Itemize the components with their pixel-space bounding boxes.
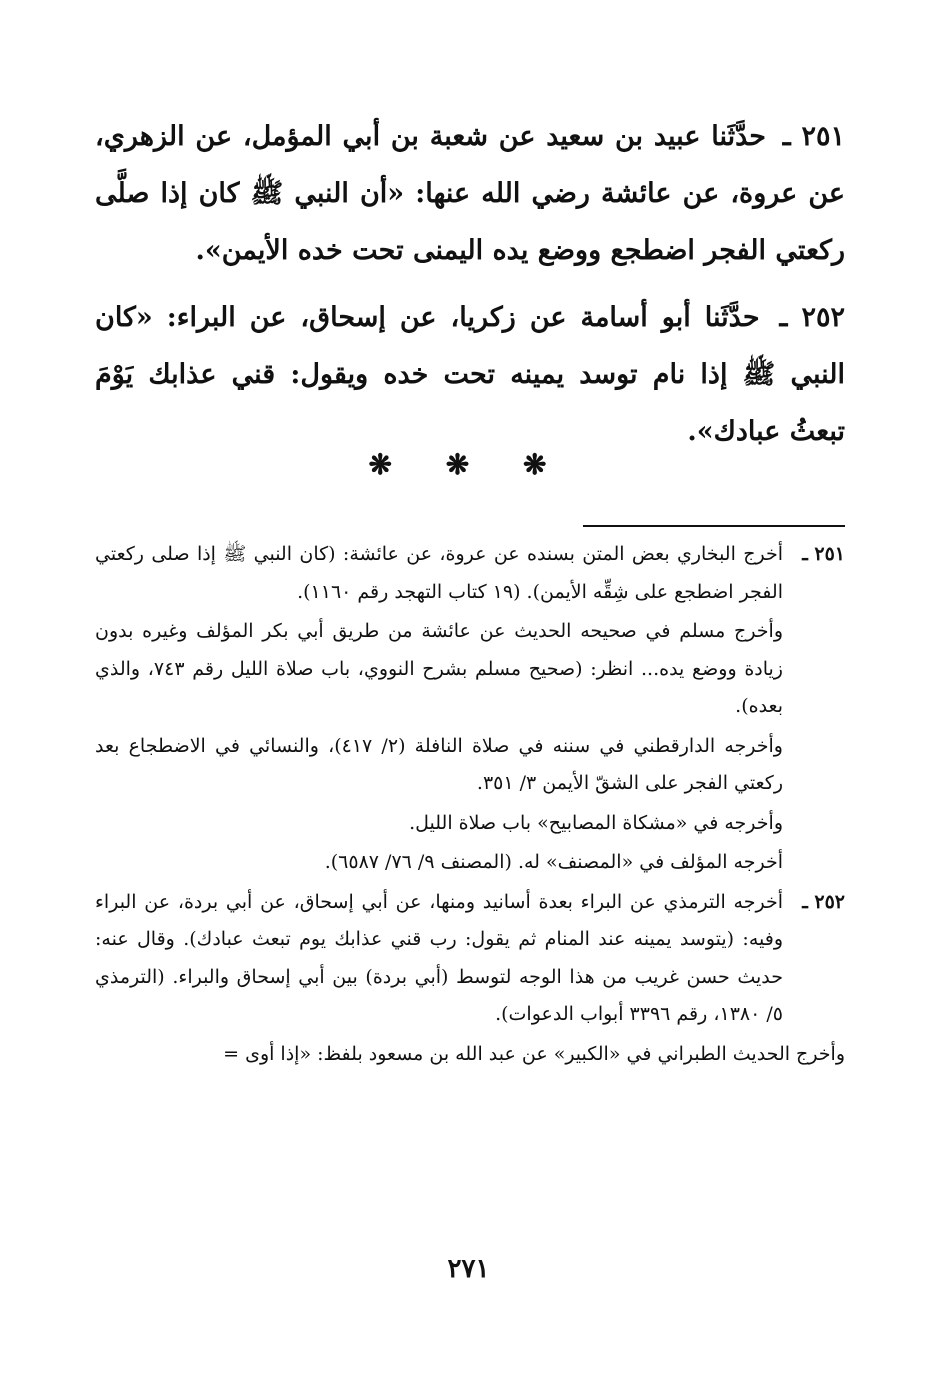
footnote-paragraph: وأخرجه الدارقطني في سننه في صلاة النافلة (٢/ ٤١٧)، والنسائي في الاضطجاع بعد ركعتي الفجر على الشقّ الأيمن ٣/ ٣٥١. (95, 734, 783, 794)
footnote-251 (95, 536, 845, 884)
section-separator: ❋ ❋ ❋ (368, 448, 569, 481)
hadith-text: حدَّثَنا أبو أسامة عن زكريا، عن إسحاق، عن البراء: «كان النبي ﷺ إذا نام توسد يمينه تحت خده ويقول: قني عذابك يَوْمَ تبعثُ عبادك». (95, 302, 845, 447)
hadith-number: ٢٥٢ ـ (779, 302, 845, 333)
hadith-252 (95, 289, 845, 460)
footnote-body (95, 884, 783, 1036)
hadith-text: حدَّثَنا عبيد بن سعيد عن شعبة بن أبي المؤمل، عن الزهري، عن عروة، عن عائشة رضي الله عنها: «أن النبي ﷺ كان إذا صلَّى ركعتي الفجر اضطجع ووضع يده اليمنى تحت خده الأيمن». (95, 121, 845, 266)
footnote-paragraph: أخرجه المؤلف في «المصنف» له. (المصنف ٩/ ٧٦/ ٦٥٨٧). (324, 851, 783, 873)
main-text (95, 108, 845, 470)
hadith-number: ٢٥١ ـ (782, 121, 845, 152)
page-number: ٢٧١ (447, 1254, 490, 1284)
footnote-rule (583, 525, 845, 527)
footnote-continuation: وأخرج الحديث الطبراني في «الكبير» عن عبد الله بن مسعود بلفظ: «إذا أوى = (223, 1042, 845, 1065)
footnotes (95, 536, 845, 1075)
footnote-paragraph: وأخرج مسلم في صحيحه الحديث عن عائشة من طريق أبي بكر المؤلف وغيره بدون زيادة ووضع يده... انظر: (صحيح مسلم بشرح النووي، باب صلاة الليل رقم ٧٤٣، والذي بعده). (95, 620, 783, 717)
footnote-paragraph: أخرج البخاري بعض المتن بسنده عن عروة، عن عائشة: (كان النبي ﷺ إذا صلى ركعتي الفجر اضطجع على شِقِّه الأيمن). (١٩ كتاب التهجد رقم ١١٦٠). (95, 543, 783, 603)
footnote-252 (95, 884, 845, 1036)
footnote-paragraph: وأخرجه في «مشكاة المصابيح» باب صلاة الليل. (409, 811, 783, 834)
footnote-number: ٢٥٢ ـ (802, 890, 845, 913)
hadith-251 (95, 108, 845, 279)
footnote-number: ٢٥١ ـ (802, 543, 845, 565)
footnote-body (95, 536, 783, 884)
footnote-paragraph: أخرجه الترمذي عن البراء بعدة أسانيد ومنها، عن أبي إسحاق، عن أبي بردة، عن البراء وفيه: (يتوسد يمينه عند المنام ثم يقول: رب قني عذابك يوم تبعث عبادك). وقال عنه: حديث حسن غريب من هذا الوجه لتوسط (أبي بردة) بين أبي إسحاق والبراء. (الترمذي ٥/ ١٣٨٠، رقم ٣٣٩٦ أبواب الدعوات). (95, 890, 783, 1025)
